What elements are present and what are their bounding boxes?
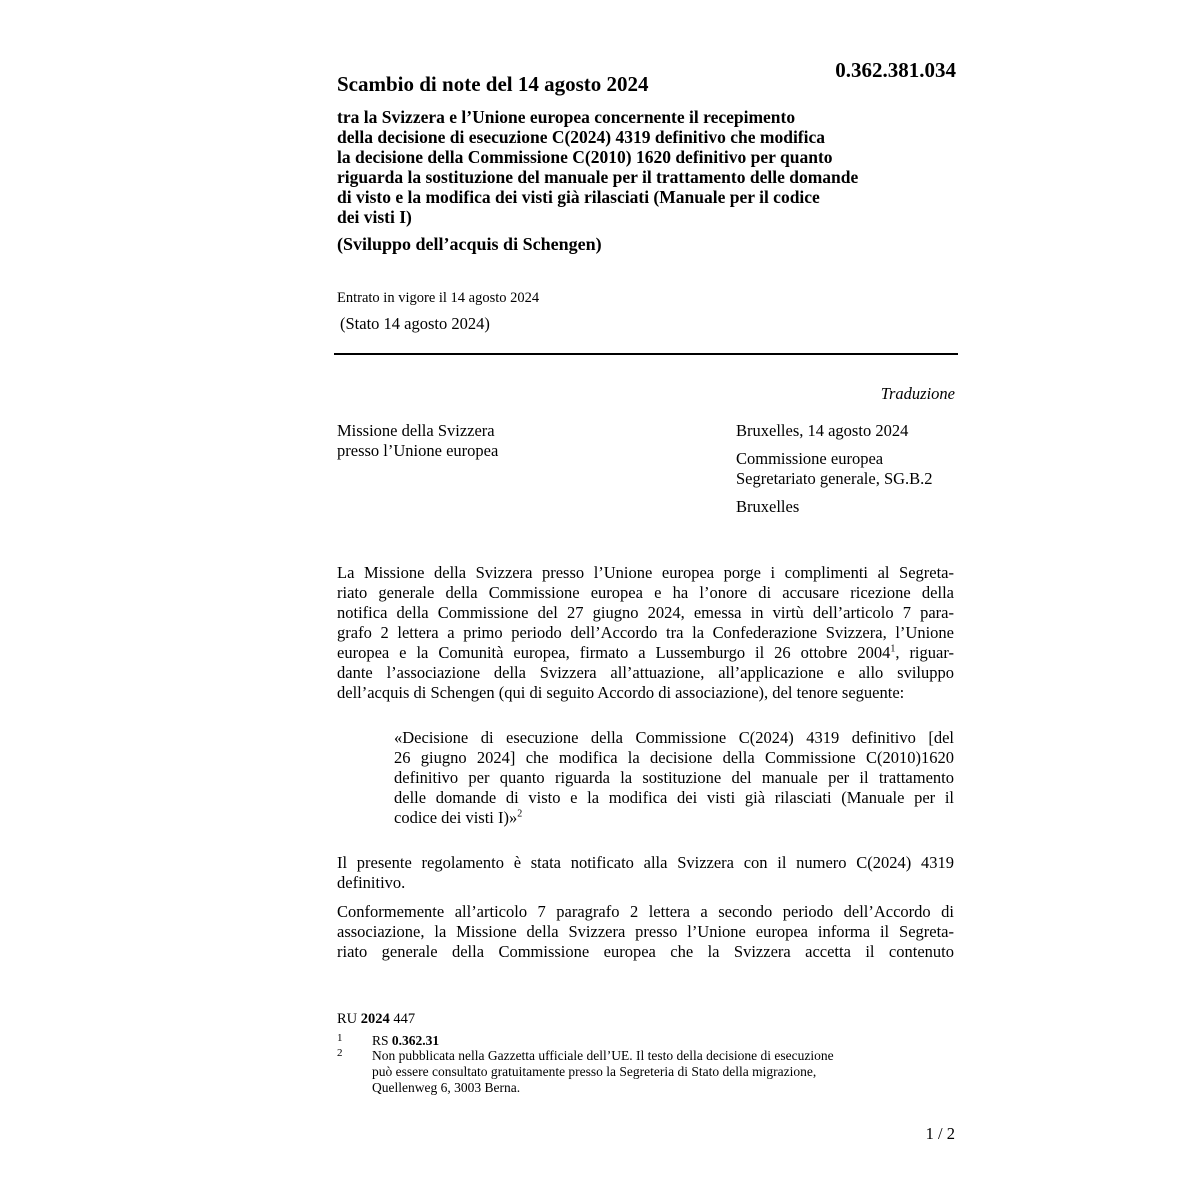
subtitle-line: la decisione della Commissione C(2010) 1620 definitivo per quanto bbox=[337, 147, 833, 167]
quote-line: definitivo per quanto riguarda la sostituzione del manuale per il trattamento bbox=[394, 768, 954, 787]
ru-year: 2024 bbox=[360, 1011, 390, 1027]
paragraph-line bbox=[337, 643, 954, 663]
place-date: Bruxelles, 14 agosto 2024 bbox=[736, 421, 909, 440]
body-paragraph-2 bbox=[337, 853, 954, 893]
body-paragraph-3 bbox=[337, 902, 954, 962]
schengen-note: (Sviluppo dell’acquis di Schengen) bbox=[337, 234, 602, 254]
recipient-line: Segretariato generale, SG.B.2 bbox=[736, 469, 933, 488]
body-paragraph-1 bbox=[337, 563, 954, 703]
quote-line: «Decisione di esecuzione della Commissione C(2024) 4319 definitivo [del bbox=[394, 728, 954, 747]
footnote-line: Non pubblicata nella Gazzetta ufficiale dell’UE. Il testo della decisione di esecuzione bbox=[372, 1048, 834, 1063]
line-text: , riguar- bbox=[895, 643, 954, 662]
sender-address bbox=[337, 421, 498, 461]
quote-line: 26 giugno 2024] che modifica la decisione della Commissione C(2010)1620 bbox=[394, 748, 954, 767]
paragraph-line: definitivo. bbox=[337, 873, 406, 892]
footnote-number: 2 bbox=[337, 1047, 343, 1059]
line-text: europea e la Comunità europea, firmato a Lussemburgo il 26 ottobre 2004 bbox=[337, 643, 891, 662]
in-force-date: Entrato in vigore il 14 agosto 2024 bbox=[337, 290, 540, 306]
status-date: (Stato 14 agosto 2024) bbox=[340, 314, 490, 333]
recipient-block bbox=[736, 421, 933, 517]
paragraph-line: Il presente regolamento è stata notificato alla Svizzera con il numero C(2024) 4319 bbox=[337, 853, 954, 872]
paragraph-line: dell’acquis di Schengen (qui di seguito Accordo di associazione), del tenore seguente: bbox=[337, 683, 905, 702]
quoted-decision bbox=[394, 728, 954, 828]
ru-reference bbox=[337, 1011, 415, 1028]
subtitle-line: della decisione di esecuzione C(2024) 4319 definitivo che modifica bbox=[337, 127, 826, 147]
ru-page: 447 bbox=[393, 1011, 416, 1027]
document-title: Scambio di note del 14 agosto 2024 bbox=[337, 72, 649, 96]
header-divider bbox=[334, 353, 958, 355]
document-subtitle bbox=[337, 107, 957, 227]
sr-number: 0.362.381.034 bbox=[835, 58, 956, 82]
ru-prefix: RU bbox=[337, 1011, 358, 1027]
subtitle-line: tra la Svizzera e l’Unione europea concernente il recepimento bbox=[337, 107, 796, 127]
paragraph-line: grafo 2 lettera a primo periodo dell’Accordo tra la Confederazione Svizzera, l’Unione bbox=[337, 623, 954, 642]
quote-line: delle domande di visto e la modifica dei visti già rilasciati (Manuale per il bbox=[394, 788, 954, 807]
recipient-line: Commissione europea bbox=[736, 449, 884, 468]
paragraph-line: riato generale della Commissione europea che la Svizzera accetta il contenuto bbox=[337, 942, 954, 961]
paragraph-line: Conformemente all’articolo 7 paragrafo 2 lettera a secondo periodo dell’Accordo di bbox=[337, 902, 954, 921]
paragraph-line: associazione, la Missione della Svizzera presso l’Unione europea informa il Segreta- bbox=[337, 922, 954, 941]
footnote-ref-1[interactable]: 1 bbox=[890, 643, 896, 655]
footnote-text: RS 0.362.31 bbox=[372, 1033, 440, 1048]
footnote-1 bbox=[337, 1033, 937, 1048]
footnote-2 bbox=[337, 1048, 937, 1096]
footnote-ref-2[interactable]: 2 bbox=[517, 808, 523, 820]
page-number: 1 / 2 bbox=[925, 1124, 955, 1143]
subtitle-line: riguarda la sostituzione del manuale per il trattamento delle domande bbox=[337, 167, 859, 187]
sender-line: Missione della Svizzera bbox=[337, 421, 495, 440]
paragraph-line: dante l’associazione della Svizzera all’attuazione, all’applicazione e allo sviluppo bbox=[337, 663, 954, 682]
translation-label: Traduzione bbox=[880, 384, 955, 403]
line-text: codice dei visti I)» bbox=[394, 808, 518, 827]
sender-line: presso l’Unione europea bbox=[337, 441, 499, 460]
subtitle-line: dei visti I) bbox=[337, 207, 412, 227]
recipient-city: Bruxelles bbox=[736, 497, 800, 516]
footnote-line: può essere consultato gratuitamente presso la Segreteria di Stato della migrazione, bbox=[372, 1064, 817, 1079]
footnote-line: Quellenweg 6, 3003 Berna. bbox=[372, 1080, 521, 1095]
paragraph-line: La Missione della Svizzera presso l’Unione europea porge i complimenti al Segreta- bbox=[337, 563, 954, 582]
paragraph-line: notifica della Commissione del 27 giugno 2024, emessa in virtù dell’articolo 7 para- bbox=[337, 603, 954, 622]
quote-line bbox=[394, 808, 954, 828]
paragraph-line: riato generale della Commissione europea e ha l’onore di accusare ricezione della bbox=[337, 583, 954, 602]
subtitle-line: di visto e la modifica dei visti già rilasciati (Manuale per il codice bbox=[337, 187, 820, 207]
footnote-number: 1 bbox=[337, 1032, 343, 1044]
